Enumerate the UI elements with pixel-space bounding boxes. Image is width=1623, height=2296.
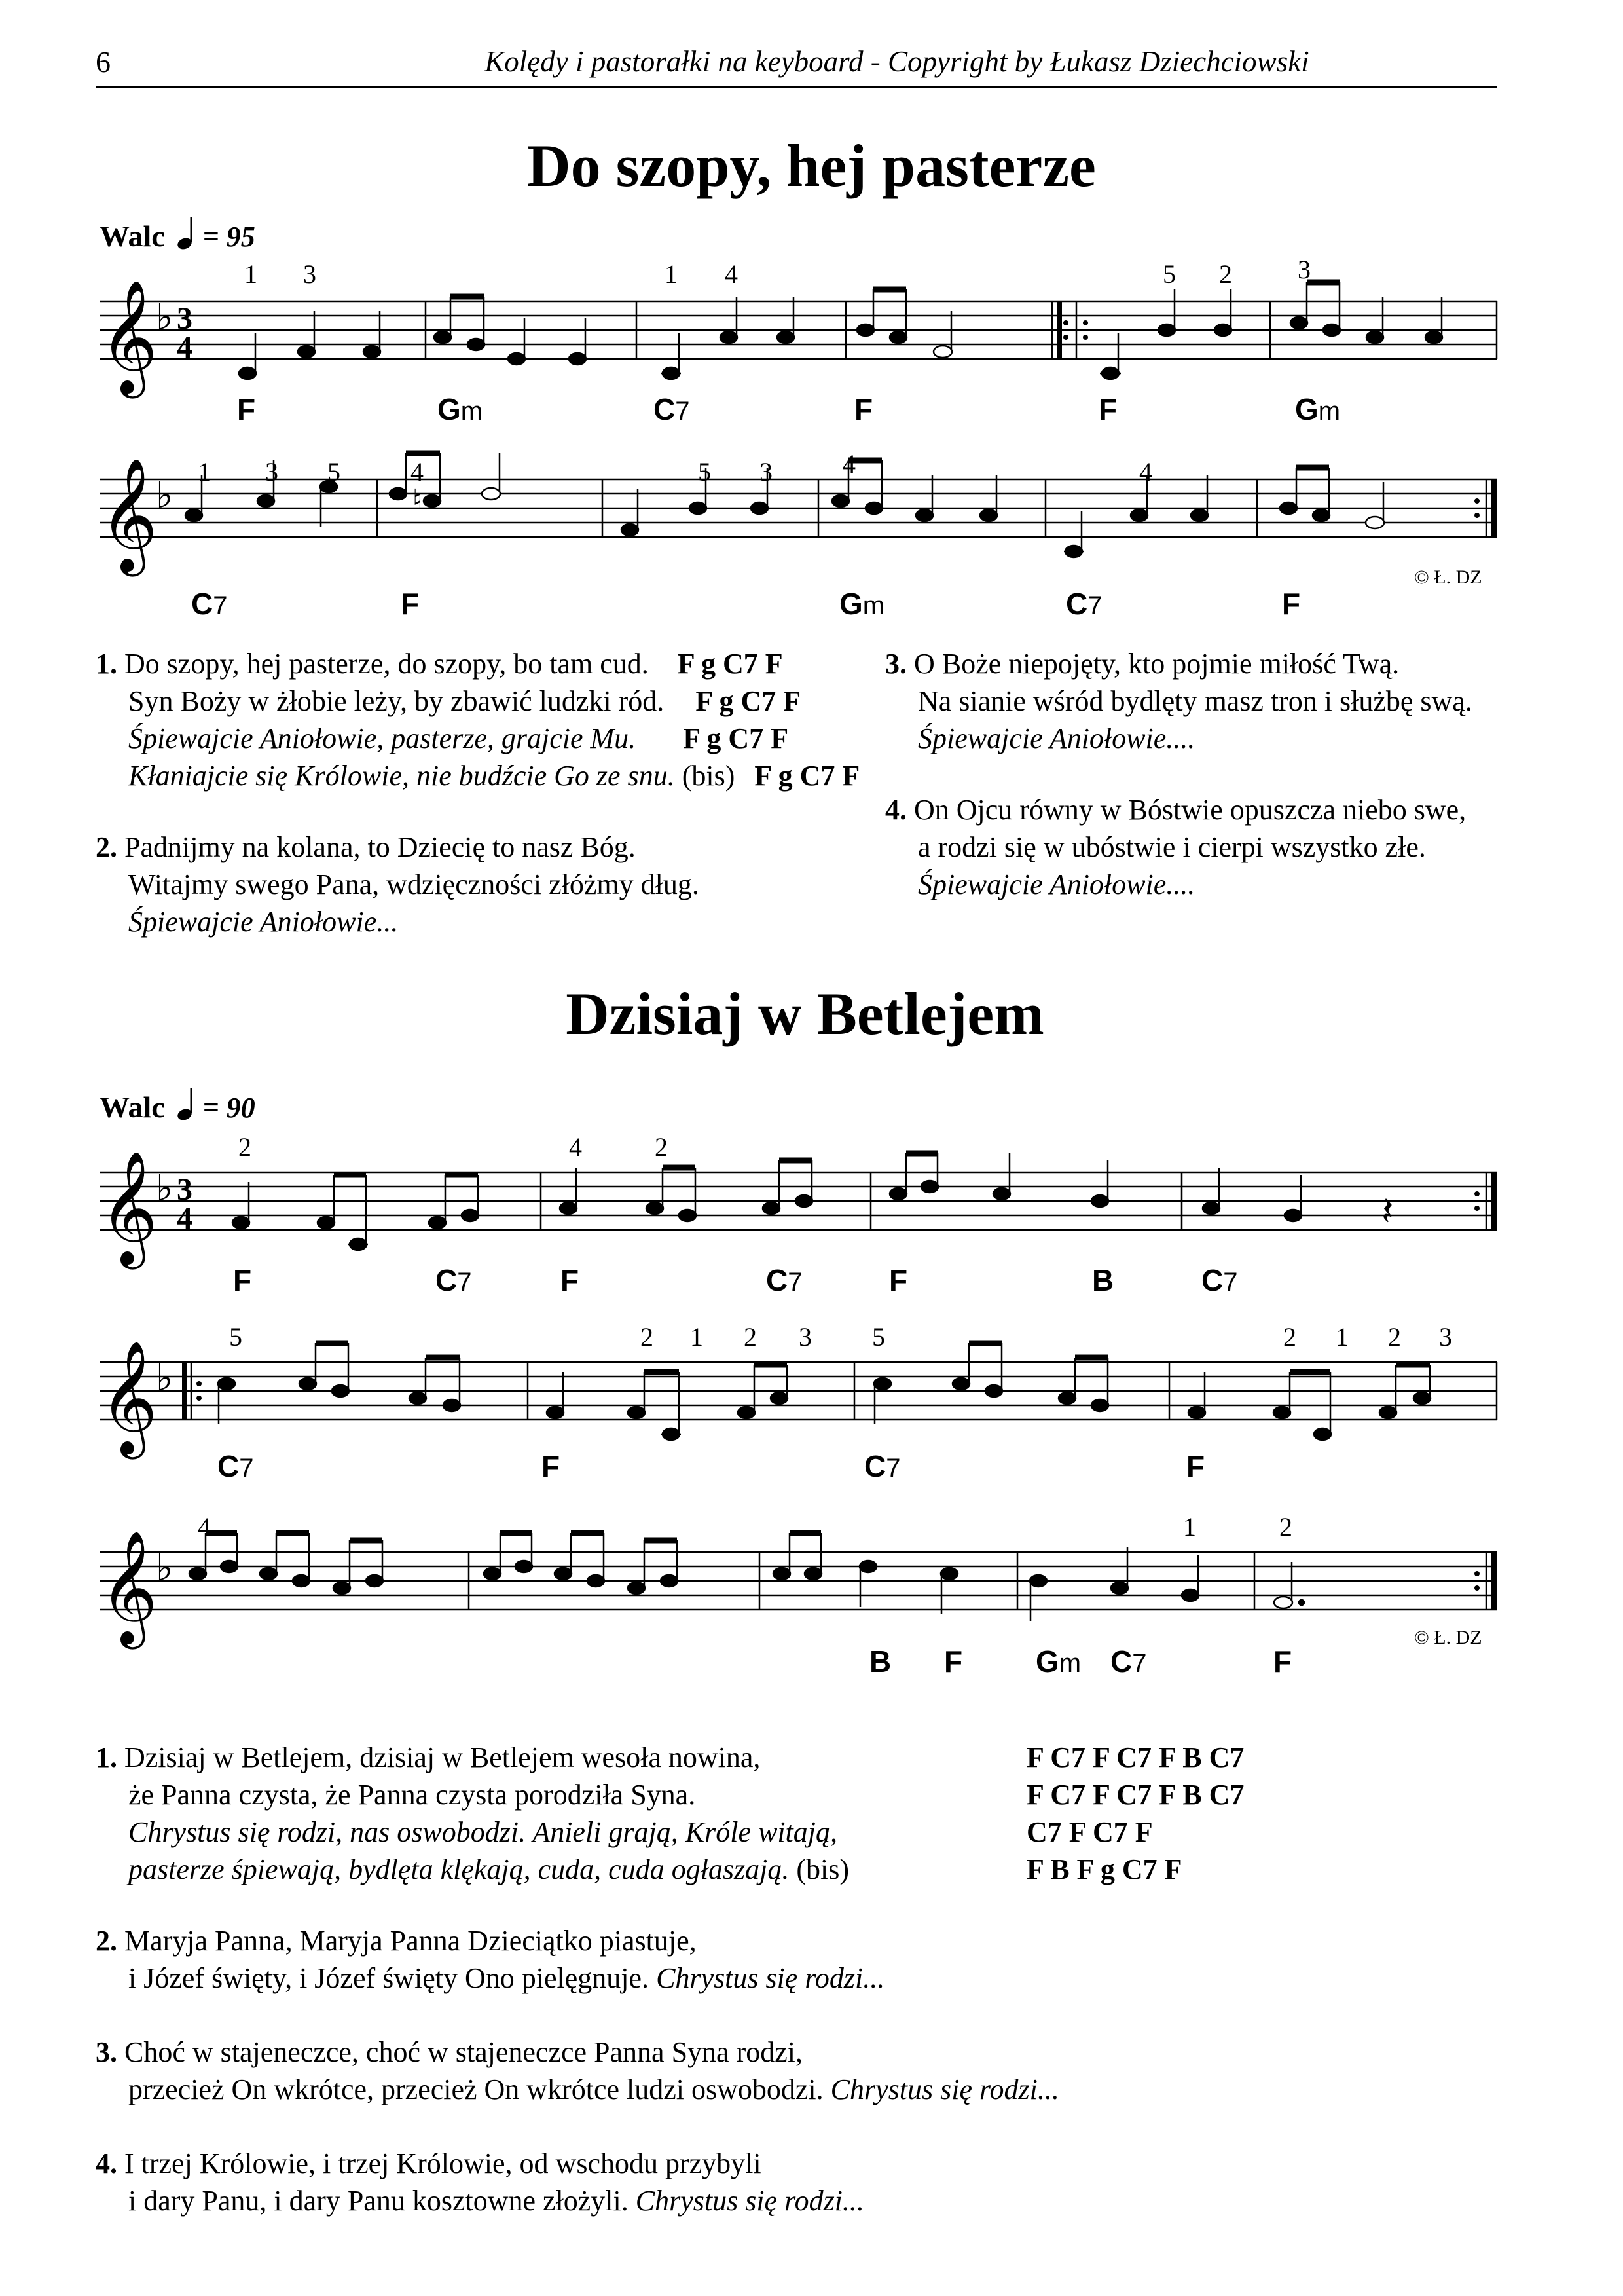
quarter-note-icon xyxy=(177,216,200,250)
chord-symbol: C7 xyxy=(1110,1644,1147,1678)
chord-symbol: C7 xyxy=(1066,587,1103,621)
tempo-label: Walc xyxy=(100,219,165,253)
chord-symbol: B xyxy=(869,1644,892,1678)
fingering: 3 xyxy=(265,457,278,487)
running-header: Kolędy i pastorałki na keyboard - Copyright by Łukasz Dziechciowski xyxy=(484,45,1309,78)
fingering: 1 xyxy=(198,457,211,487)
fingering: 5 xyxy=(229,1322,242,1352)
verse-3: 3. O Boże niepojęty, kto pojmie miłość Twą. Na sianie wśród bydlęty masz tron i służbę swą. Śpiewajcie Aniołowie.... xyxy=(885,648,1472,754)
chord-symbol: C7 xyxy=(653,392,690,426)
fingering: 3 xyxy=(1439,1322,1452,1352)
fingering: 4 xyxy=(1139,457,1152,487)
chord-symbol: F xyxy=(1186,1449,1205,1483)
chord-symbol: C7 xyxy=(1201,1263,1238,1297)
chord-symbol: F xyxy=(944,1644,963,1678)
page-number: 6 xyxy=(96,45,111,79)
tempo-marking xyxy=(100,1087,255,1124)
staff-song1-line2 xyxy=(0,445,1623,616)
svg-text:♭: ♭ xyxy=(156,1357,173,1399)
fingering: 3 xyxy=(799,1322,812,1352)
fingering: 2 xyxy=(744,1322,757,1352)
treble-clef-icon: 𝄞 xyxy=(100,280,158,394)
fingering: 2 xyxy=(1283,1322,1296,1352)
tempo-value: = 95 xyxy=(202,221,255,253)
copyright-mark: © Ł. DZ xyxy=(1414,1627,1482,1648)
verse-4: 4. On Ojcu równy w Bóstwie opuszcza niebo swe, a rodzi się w ubóstwie i cierpi wszystko złe. Śpiewajcie Aniołowie.... xyxy=(885,794,1467,900)
chord-symbol: F xyxy=(1273,1644,1292,1678)
fingering: 4 xyxy=(725,259,738,289)
verse-1: 1. Dzisiaj w Betlejem, dzisiaj w Betlejem wesoła nowina, że Panna czysta, że Panna czysta porodziła Syna. Chrystus się rodzi, nas oswobodzi. Anieli grają, Króle witają, pasterze śpiewają, bydlęta klękają, cuda, cuda ogłaszają. (bis) xyxy=(96,1741,850,1885)
copyright-mark: © Ł. DZ xyxy=(1414,566,1482,588)
chord-symbol: C7 xyxy=(864,1449,901,1483)
fingering: 2 xyxy=(1219,259,1232,289)
fingering: 5 xyxy=(872,1322,885,1352)
fingering: 4 xyxy=(843,449,856,479)
chord-symbol: C7 xyxy=(191,587,228,621)
chord-symbol: F xyxy=(889,1263,908,1297)
fingering: 1 xyxy=(1183,1512,1196,1542)
fingering: 1 xyxy=(1336,1322,1349,1352)
fingering: 2 xyxy=(1279,1512,1292,1542)
fingering: 1 xyxy=(690,1322,703,1352)
chord-symbol: F xyxy=(233,1263,252,1297)
svg-text:3: 3 xyxy=(177,1172,192,1207)
chord-symbol: C7 xyxy=(435,1263,472,1297)
quarter-rest-icon: 𝄽 xyxy=(1381,1189,1394,1234)
fingering: 4 xyxy=(198,1512,211,1542)
fingering: 1 xyxy=(244,259,257,289)
fingering: 2 xyxy=(238,1132,251,1162)
fingering: 2 xyxy=(655,1132,668,1162)
verse-1: 1. Do szopy, hej pasterze, do szopy, bo tam cud. F g C7 F Syn Boży w żłobie leży, by zbawić ludzki ród. F g C7 F Śpiewajcie Aniołowie, pasterze, grajcie Mu. F g C7 F Kłaniajcie się Królowie, nie budźcie Go ze snu. (bis) F g C7 F xyxy=(96,648,860,792)
fingering: 5 xyxy=(698,457,711,487)
chord-symbol: Gm xyxy=(1036,1644,1082,1678)
fingering: 2 xyxy=(1388,1322,1401,1352)
header-rule xyxy=(96,86,1497,88)
fingering: 2 xyxy=(640,1322,653,1352)
chord-symbol: Gm xyxy=(437,392,483,426)
chord-symbol: Gm xyxy=(1295,392,1341,426)
svg-text:3: 3 xyxy=(177,301,192,336)
chord-symbol: B xyxy=(1092,1263,1114,1297)
chord-symbol: C7 xyxy=(766,1263,803,1297)
verse-1-chords: F C7 F C7 F B C7 F C7 F C7 F B C7 C7 F C7 F F B F g C7 F xyxy=(1027,1741,1245,1885)
chord-symbol: F xyxy=(1099,392,1118,426)
svg-text:♭: ♭ xyxy=(156,1167,173,1210)
chord-symbol: F xyxy=(1282,587,1301,621)
chord-symbol: C7 xyxy=(217,1449,254,1483)
svg-text:♭: ♭ xyxy=(156,296,173,339)
quarter-note-icon xyxy=(177,1087,200,1121)
song-title-dzisiaj-w-betlejem: Dzisiaj w Betlejem xyxy=(566,980,1044,1047)
fingering: 4 xyxy=(410,457,424,487)
svg-text:♭: ♭ xyxy=(156,474,173,517)
chord-symbol: F xyxy=(541,1449,560,1483)
treble-clef-icon: 𝄞 xyxy=(100,1151,158,1265)
treble-clef-icon: 𝄞 xyxy=(100,1341,158,1454)
chord-symbol: F xyxy=(237,392,256,426)
verse-2: 2. Maryja Panna, Maryja Panna Dzieciątko piastuje, i Józef święty, i Józef święty Ono pielęgnuje. Chrystus się rodzi... xyxy=(96,1925,885,1994)
tempo-marking xyxy=(100,216,255,253)
treble-clef-icon: 𝄞 xyxy=(100,458,158,572)
chord-symbol: F xyxy=(401,587,420,621)
svg-text:♮: ♮ xyxy=(412,483,423,517)
chord-symbol: Gm xyxy=(839,587,885,621)
chord-symbol: F xyxy=(560,1263,579,1297)
tempo-label: Walc xyxy=(100,1090,165,1124)
fingering: 3 xyxy=(759,457,773,487)
svg-text:♭: ♭ xyxy=(156,1547,173,1589)
song-title-do-szopy: Do szopy, hej pasterze xyxy=(527,132,1096,199)
tempo-value: = 90 xyxy=(202,1092,255,1124)
fingering: 5 xyxy=(327,457,340,487)
verse-4: 4. I trzej Królowie, i trzej Królowie, od wschodu przybyli i dary Panu, i dary Panu kosztowne złożyli. Chrystus się rodzi... xyxy=(96,2147,864,2217)
fingering: 4 xyxy=(569,1132,582,1162)
fingering: 5 xyxy=(1163,259,1176,289)
verse-3: 3. Choć w stajeneczce, choć w stajeneczce Panna Syna rodzi, przecież On wkrótce, przecież On wkrótce ludzi oswobodzi. Chrystus się rodzi... xyxy=(96,2036,1059,2105)
treble-clef-icon: 𝄞 xyxy=(100,1530,158,1644)
fingering: 1 xyxy=(665,259,678,289)
staff-song2-line3 xyxy=(0,1500,1623,1670)
verse-2: 2. Padnijmy na kolana, to Dziecię to nasz Bóg. Witajmy swego Pana, wdzięczności złóżmy dług. Śpiewajcie Aniołowie... xyxy=(96,831,699,938)
fingering: 3 xyxy=(303,259,316,289)
fingering: 3 xyxy=(1298,255,1311,284)
svg-text:4: 4 xyxy=(177,1201,192,1236)
chord-symbol: F xyxy=(854,392,873,426)
svg-text:4: 4 xyxy=(177,330,192,365)
